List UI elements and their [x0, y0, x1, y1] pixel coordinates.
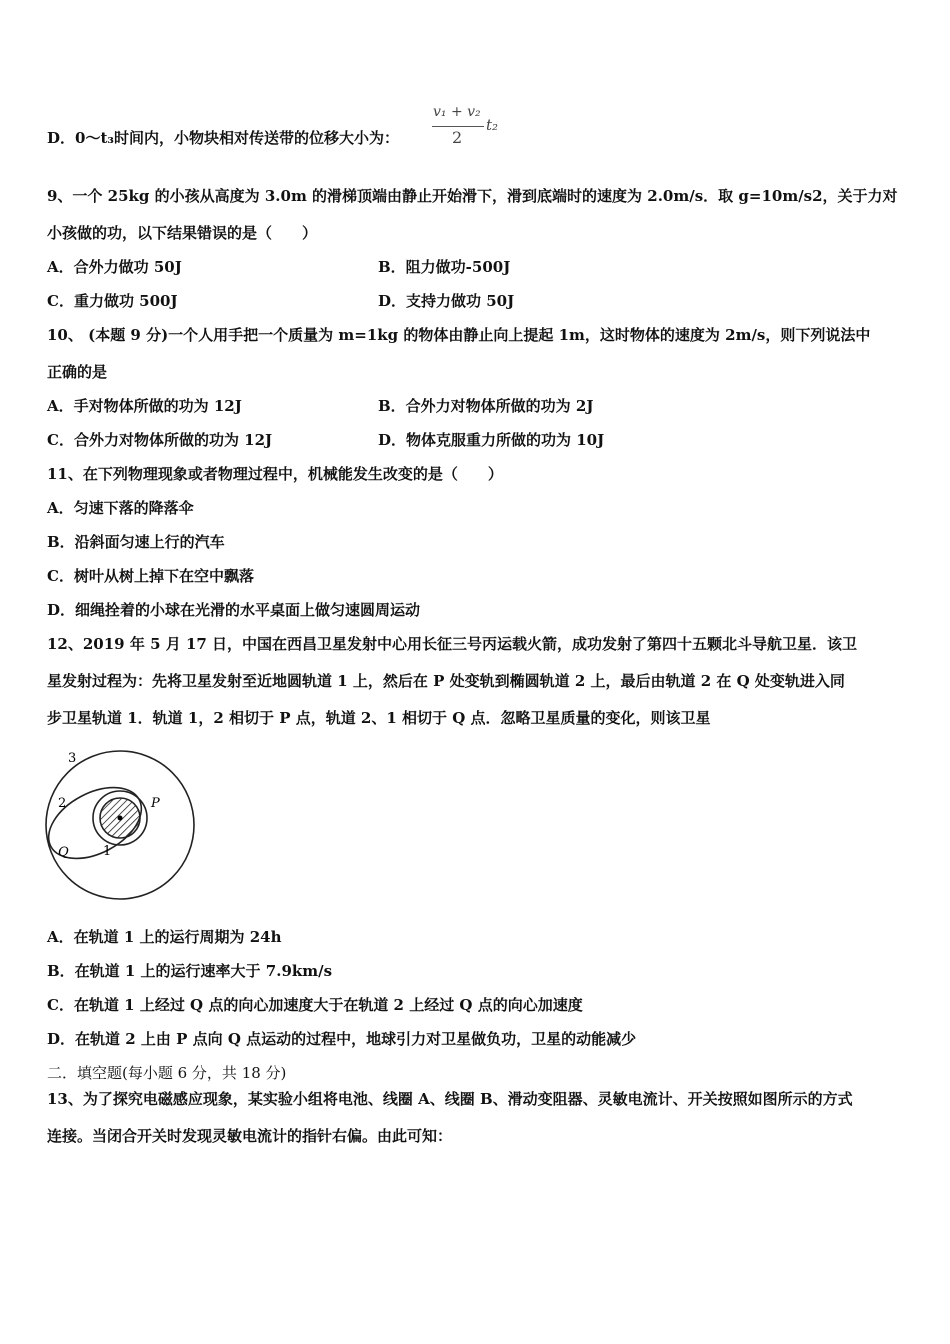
- q8-formula: [430, 102, 500, 152]
- q11-stem: 11、在下列物理现象或者物理过程中，机械能发生改变的是（ ）: [47, 465, 503, 483]
- q12-option-a: A．在轨道 1 上的运行周期为 24h: [47, 928, 282, 946]
- q9-stem-line2: 小孩做的功，以下结果错误的是（ ）: [47, 224, 318, 242]
- label-point-p: P: [151, 796, 160, 811]
- section-2-title: 二．填空题(每小题 6 分，共 18 分): [47, 1064, 287, 1082]
- label-orbit-3: 3: [68, 751, 77, 766]
- q11-option-b: B．沿斜面匀速上行的汽车: [47, 533, 225, 551]
- q12-option-b: B．在轨道 1 上的运行速率大于 7.9km/s: [47, 962, 333, 980]
- q10-option-c: C．合外力对物体所做的功为 12J: [47, 431, 273, 449]
- q11-option-a: A．匀速下落的降落伞: [47, 499, 194, 517]
- label-orbit-2: 2: [58, 796, 67, 811]
- label-point-q: Q: [58, 845, 69, 860]
- q10-option-d: D．物体克服重力所做的功为 10J: [378, 431, 605, 449]
- formula-fraction-bar: [432, 126, 484, 127]
- formula-denominator: 2: [452, 128, 463, 147]
- q10-stem-line2: 正确的是: [47, 363, 108, 381]
- orbit-diagram: [40, 745, 210, 905]
- q13-stem-line1: 13、为了探究电磁感应现象，某实验小组将电池、线圈 A、线圈 B、滑动变阻器、灵敏电流计、开关按照如图所示的方式: [47, 1090, 853, 1108]
- q10-stem-line1: 10、 (本题 9 分)一个人用手把一个质量为 m=1kg 的物体由静止向上提起 1m，这时物体的速度为 2m/s，则下列说法中: [47, 326, 871, 344]
- q12-stem-line2: 星发射过程为：先将卫星发射至近地圆轨道 1 上，然后在 P 处变轨到椭圆轨道 2 上，最后由轨道 2 在 Q 处变轨进入同: [47, 672, 845, 690]
- q9-option-c: C．重力做功 500J: [47, 292, 178, 310]
- q9-option-a: A．合外力做功 50J: [47, 258, 182, 276]
- q9-option-d: D．支持力做功 50J: [378, 292, 515, 310]
- q10-option-a: A．手对物体所做的功为 12J: [47, 397, 242, 415]
- label-orbit-1: 1: [103, 844, 112, 859]
- q9-option-b: B．阻力做功-500J: [378, 258, 511, 276]
- q10-option-b: B．合外力对物体所做的功为 2J: [378, 397, 594, 415]
- earth-center-dot: [118, 816, 123, 821]
- q9-stem-line1: 9、一个 25kg 的小孩从高度为 3.0m 的滑梯顶端由静止开始滑下，滑到底端时的速度为 2.0m/s．取 g=10m/s2，关于力对: [47, 187, 898, 205]
- formula-factor: t₂: [486, 116, 499, 134]
- q8-option-d: D．0～t₃时间内，小物块相对传送带的位移大小为：: [47, 129, 399, 147]
- q12-option-c: C．在轨道 1 上经过 Q 点的向心加速度大于在轨道 2 上经过 Q 点的向心加速度: [47, 996, 583, 1014]
- q11-option-c: C．树叶从树上掉下在空中飘落: [47, 567, 254, 585]
- q12-option-d: D．在轨道 2 上由 P 点向 Q 点运动的过程中，地球引力对卫星做负功，卫星的动能减少: [47, 1030, 637, 1048]
- formula-numerator: v₁ + v₂: [433, 104, 481, 120]
- q12-stem-line3: 步卫星轨道 1．轨道 1，2 相切于 P 点，轨道 2、1 相切于 Q 点．忽略卫星质量的变化，则该卫星: [47, 709, 711, 727]
- q11-option-d: D．细绳拴着的小球在光滑的水平桌面上做匀速圆周运动: [47, 601, 421, 619]
- q13-stem-line2: 连接。当闭合开关时发现灵敏电流计的指针右偏。由此可知：: [47, 1127, 453, 1145]
- q12-stem-line1: 12、2019 年 5 月 17 日，中国在西昌卫星发射中心用长征三号丙运载火箭，成功发射了第四十五颗北斗导航卫星．该卫: [47, 635, 858, 653]
